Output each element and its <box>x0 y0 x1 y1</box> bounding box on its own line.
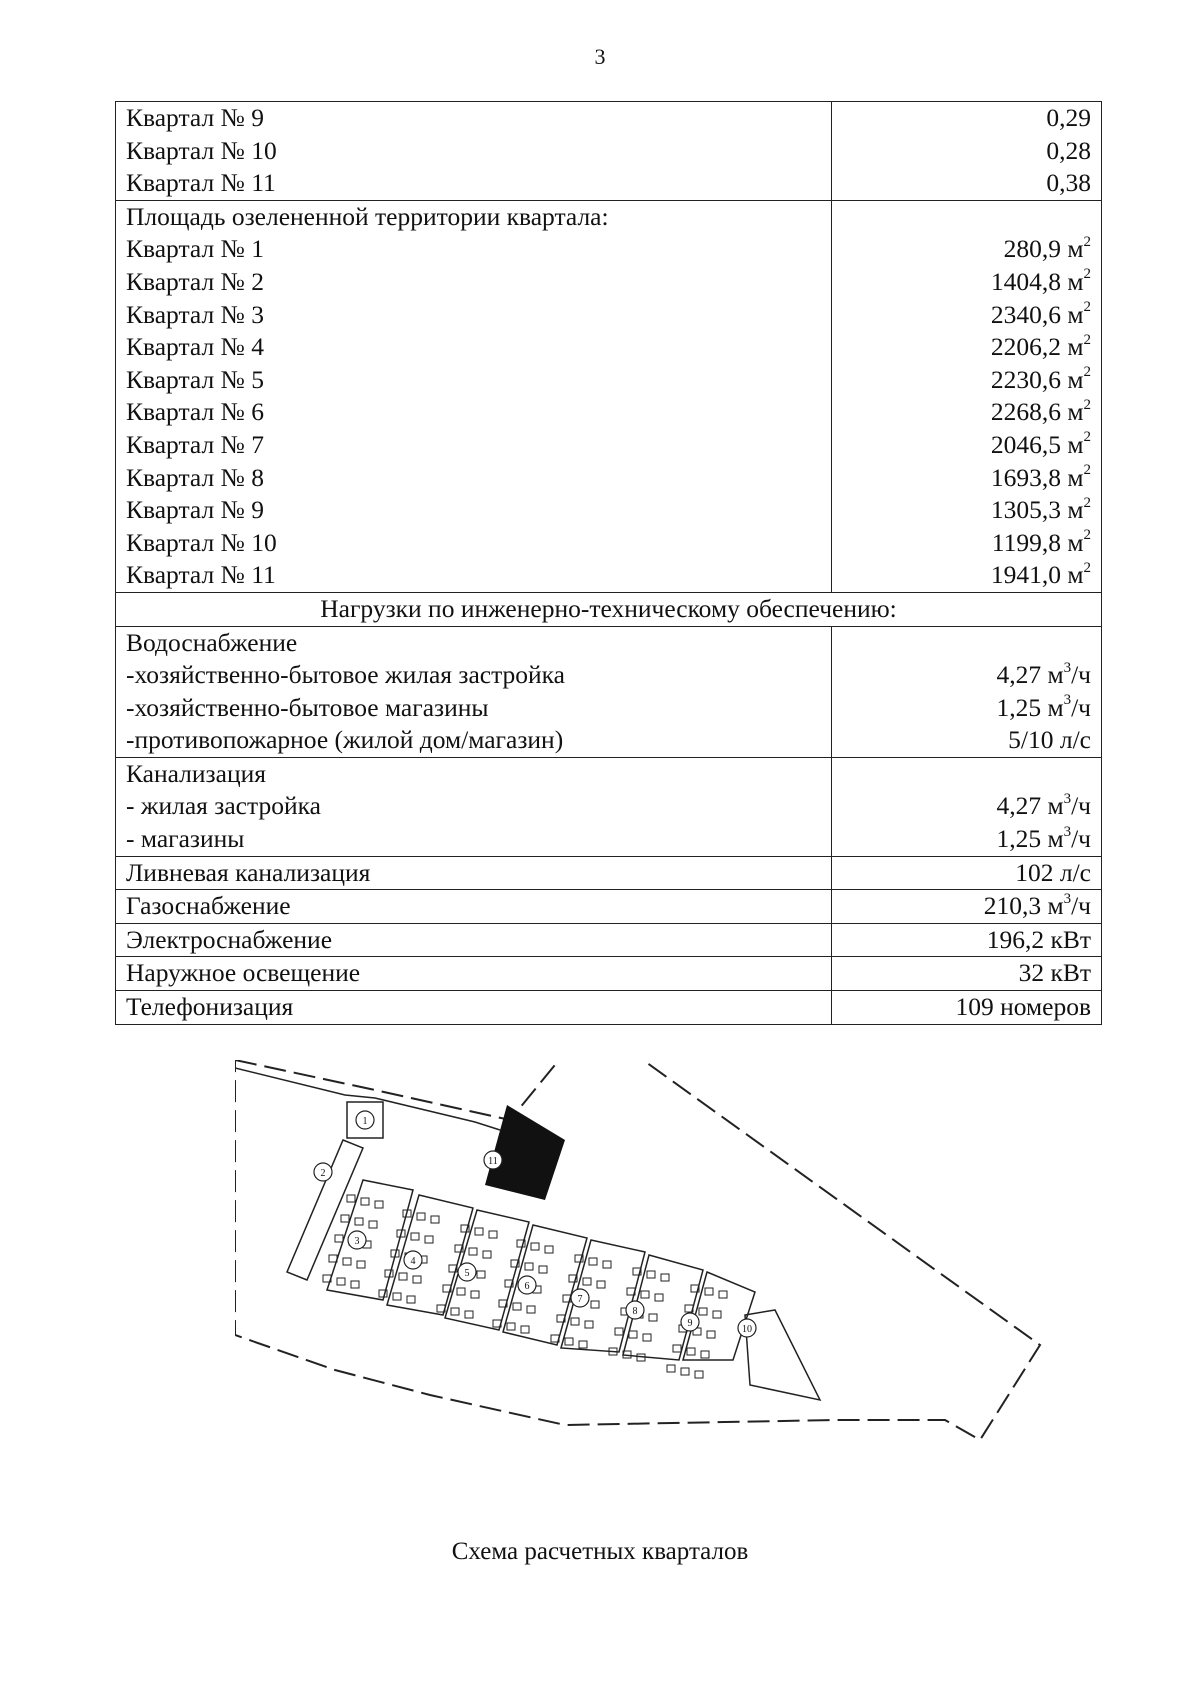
house-marker <box>375 1201 383 1208</box>
table-row-density <box>116 102 1102 201</box>
house-marker <box>641 1291 649 1298</box>
house-marker <box>431 1216 439 1223</box>
house-marker <box>647 1271 655 1278</box>
unit-sup: 2 <box>1083 429 1091 446</box>
house-marker <box>649 1314 657 1321</box>
sewer-values-cell <box>832 757 1102 856</box>
value-text: 1305,3 <box>990 495 1061 525</box>
house-marker <box>713 1311 721 1318</box>
water-values-cell <box>832 626 1102 757</box>
value-text: 196,2 кВт <box>986 924 1091 954</box>
value-sup: 3 <box>1063 692 1072 709</box>
block-6-outline <box>503 1225 587 1345</box>
block-label-text: 2 <box>320 1168 326 1179</box>
green-area-value <box>842 527 1091 560</box>
row-label: Электроснабжение <box>116 923 832 957</box>
house-marker <box>673 1345 681 1352</box>
house-marker <box>583 1278 591 1285</box>
unit: м <box>1067 429 1084 459</box>
unit: м <box>1067 560 1084 590</box>
table-row <box>116 923 1102 957</box>
house-marker <box>589 1258 597 1265</box>
unit: м <box>1067 299 1084 329</box>
value-text: 2230,6 <box>990 364 1061 394</box>
house-marker <box>425 1236 433 1243</box>
block-label-text: 8 <box>632 1306 638 1317</box>
green-area-value <box>842 462 1091 495</box>
value-sup: 3 <box>1063 890 1072 907</box>
house-marker <box>643 1334 651 1341</box>
value-text: 32 кВт <box>1018 958 1091 988</box>
house-marker <box>335 1235 343 1242</box>
row-value <box>832 991 1102 1025</box>
house-marker <box>337 1278 345 1285</box>
value <box>842 692 1091 725</box>
green-area-value <box>842 494 1091 527</box>
house-marker <box>457 1288 465 1295</box>
value-text: 210,3 м <box>983 891 1064 921</box>
block-label-text: 4 <box>410 1256 416 1267</box>
block-label: Квартал № 8 <box>126 462 264 492</box>
house-marker <box>695 1371 703 1378</box>
block-label: Квартал № 11 <box>126 168 276 198</box>
house-marker <box>585 1321 593 1328</box>
unit: м <box>1067 462 1084 492</box>
green-area-value <box>842 364 1091 397</box>
sewer-heading: Канализация <box>126 758 266 788</box>
table-row <box>116 890 1102 924</box>
value-text: 109 номеров <box>955 992 1091 1022</box>
value-text: 2340,6 <box>990 299 1061 329</box>
density-labels-cell <box>116 102 832 201</box>
house-marker <box>667 1365 675 1372</box>
unit: м <box>1067 234 1084 264</box>
value-text: 1693,8 <box>990 462 1061 492</box>
row-value <box>832 923 1102 957</box>
value-suffix: /ч <box>1071 824 1091 854</box>
scheme-caption: Схема расчетных кварталов <box>451 1538 749 1565</box>
table-row-green-area <box>116 200 1102 592</box>
unit: м <box>1067 364 1084 394</box>
value-suffix: /ч <box>1071 791 1091 821</box>
block-10-outline <box>745 1310 820 1400</box>
density-values-cell <box>832 102 1102 201</box>
table-row-water <box>116 626 1102 757</box>
value-text: 1,25 м <box>996 824 1064 854</box>
block-label: Квартал № 5 <box>126 364 264 394</box>
house-marker <box>471 1291 479 1298</box>
table-row <box>116 991 1102 1025</box>
value-text: 1941,0 <box>990 560 1061 590</box>
block-label-text: 7 <box>577 1294 583 1305</box>
value-suffix: /ч <box>1071 891 1091 921</box>
value-text: 1404,8 <box>990 266 1061 296</box>
house-marker <box>507 1323 515 1330</box>
value <box>842 724 1091 757</box>
value-text: 1199,8 <box>991 527 1061 557</box>
sewer-label: - жилая застройка <box>126 791 321 821</box>
table-row-loads-heading <box>116 592 1102 626</box>
unit: м <box>1067 527 1084 557</box>
value-text: 4,27 м <box>996 660 1064 690</box>
block-label-text: 5 <box>464 1268 470 1279</box>
value-text: 280,9 <box>1003 234 1061 264</box>
house-marker <box>369 1221 377 1228</box>
house-marker <box>489 1231 497 1238</box>
block-label: Квартал № 9 <box>126 103 264 132</box>
house-marker <box>579 1341 587 1348</box>
value-sup: 3 <box>1063 790 1072 807</box>
house-marker <box>393 1293 401 1300</box>
density-value: 0,29 <box>1046 103 1091 132</box>
value-text: 102 л/с <box>1015 857 1091 887</box>
row-label: Наружное освещение <box>116 957 832 991</box>
block-label: Квартал № 3 <box>126 299 264 329</box>
green-area-values-cell <box>832 200 1102 592</box>
unit: м <box>1067 397 1084 427</box>
water-heading: Водоснабжение <box>126 627 298 657</box>
block-4-outline <box>387 1195 473 1315</box>
house-marker <box>655 1294 663 1301</box>
house-marker <box>629 1331 637 1338</box>
density-value: 0,38 <box>1046 168 1091 198</box>
block-label: Квартал № 6 <box>126 397 264 427</box>
loads-heading: Нагрузки по инженерно-техническому обеспечению: <box>116 592 1102 626</box>
house-marker <box>347 1195 355 1202</box>
unit-sup: 2 <box>1083 299 1091 316</box>
value <box>842 823 1091 856</box>
block-label: Квартал № 2 <box>126 266 264 296</box>
house-marker <box>399 1273 407 1280</box>
green-area-value <box>842 429 1091 462</box>
row-value <box>832 957 1102 991</box>
house-marker <box>407 1296 415 1303</box>
table-row <box>116 856 1102 890</box>
house-marker <box>701 1351 709 1358</box>
house-marker <box>545 1246 553 1253</box>
house-marker <box>477 1271 485 1278</box>
row-label: Ливневая канализация <box>116 856 832 890</box>
house-marker <box>351 1281 359 1288</box>
page-number: 3 <box>594 44 606 69</box>
house-marker <box>603 1261 611 1268</box>
house-marker <box>483 1251 491 1258</box>
value-text: 1,25 м <box>996 692 1064 722</box>
row-label: Газоснабжение <box>116 890 832 924</box>
house-marker <box>597 1281 605 1288</box>
house-marker <box>357 1261 365 1268</box>
green-area-value <box>842 233 1091 266</box>
sewer-label: - магазины <box>126 824 245 854</box>
block-label-text: 10 <box>742 1324 752 1335</box>
value <box>842 790 1091 823</box>
row-label: Телефонизация <box>116 991 832 1025</box>
table-row-sewer <box>116 757 1102 856</box>
green-area-value <box>842 559 1091 592</box>
house-marker <box>341 1215 349 1222</box>
house-marker <box>591 1301 599 1308</box>
green-area-value <box>842 266 1091 299</box>
block-label: Квартал № 1 <box>126 234 264 264</box>
house-marker <box>719 1291 727 1298</box>
house-marker <box>521 1326 529 1333</box>
water-labels-cell <box>116 626 832 757</box>
green-area-value <box>842 396 1091 429</box>
value-text: 5/10 л/с <box>1008 725 1091 755</box>
house-marker <box>699 1308 707 1315</box>
block-label: Квартал № 9 <box>126 495 264 525</box>
value-text: 4,27 м <box>996 791 1064 821</box>
unit: м <box>1067 332 1084 362</box>
house-marker <box>469 1248 477 1255</box>
sewer-labels-cell <box>116 757 832 856</box>
unit-sup: 2 <box>1083 331 1091 348</box>
house-marker <box>571 1318 579 1325</box>
house-marker <box>565 1338 573 1345</box>
house-marker <box>475 1228 483 1235</box>
block-label: Квартал № 7 <box>126 429 264 459</box>
spec-table <box>115 101 1102 1025</box>
unit-sup: 2 <box>1083 527 1091 544</box>
water-label: -хозяйственно-бытовое жилая застройка <box>126 660 566 690</box>
blocks-scheme-diagram <box>235 1060 1050 1520</box>
density-value: 0,28 <box>1046 135 1091 165</box>
value-suffix: /ч <box>1071 692 1091 722</box>
house-marker <box>525 1263 533 1270</box>
block-label-text: 3 <box>354 1236 360 1247</box>
value <box>842 659 1091 692</box>
block-2-outline <box>287 1140 363 1280</box>
house-marker <box>615 1328 623 1335</box>
value-sup: 3 <box>1063 823 1072 840</box>
house-marker <box>417 1213 425 1220</box>
house-marker <box>681 1368 689 1375</box>
house-marker <box>451 1308 459 1315</box>
unit-sup: 2 <box>1083 233 1091 250</box>
house-marker <box>707 1331 715 1338</box>
house-marker <box>705 1288 713 1295</box>
house-marker <box>355 1218 363 1225</box>
unit-sup: 2 <box>1083 396 1091 413</box>
block-label: Квартал № 4 <box>126 332 264 362</box>
house-marker <box>661 1274 669 1281</box>
house-marker <box>465 1311 473 1318</box>
green-area-heading: Площадь озелененной территории квартала: <box>126 201 609 231</box>
house-marker <box>539 1266 547 1273</box>
block-3-outline <box>327 1180 413 1300</box>
unit-sup: 2 <box>1083 494 1091 511</box>
house-marker <box>527 1306 535 1313</box>
unit-sup: 2 <box>1083 266 1091 283</box>
house-marker <box>413 1276 421 1283</box>
green-area-value <box>842 299 1091 332</box>
unit-sup: 2 <box>1083 462 1091 479</box>
block-5-outline <box>445 1210 529 1330</box>
table-row <box>116 957 1102 991</box>
house-marker <box>513 1303 521 1310</box>
block-label: Квартал № 10 <box>126 135 277 165</box>
block-label-text: 6 <box>524 1281 530 1292</box>
value-suffix: /ч <box>1071 660 1091 690</box>
block-label: Квартал № 11 <box>126 560 276 590</box>
value-text: 2268,6 <box>990 397 1061 427</box>
row-value <box>832 890 1102 924</box>
row-value <box>832 856 1102 890</box>
unit: м <box>1067 266 1084 296</box>
block-label-text: 11 <box>488 1156 498 1167</box>
water-label: -хозяйственно-бытовое магазины <box>126 692 489 722</box>
house-marker <box>411 1233 419 1240</box>
block-label: Квартал № 10 <box>126 527 277 557</box>
unit: м <box>1067 495 1084 525</box>
green-area-labels-cell <box>116 200 832 592</box>
value-text: 2206,2 <box>990 332 1061 362</box>
house-marker <box>531 1243 539 1250</box>
green-area-value <box>842 331 1091 364</box>
unit-sup: 2 <box>1083 364 1091 381</box>
block-label-text: 1 <box>362 1116 368 1127</box>
water-label: -противопожарное (жилой дом/магазин) <box>126 725 564 755</box>
house-marker <box>343 1258 351 1265</box>
block-label-text: 9 <box>687 1318 693 1329</box>
unit-sup: 2 <box>1083 559 1091 576</box>
house-marker <box>361 1198 369 1205</box>
house-marker <box>687 1348 695 1355</box>
value-sup: 3 <box>1063 659 1072 676</box>
value-text: 2046,5 <box>990 429 1061 459</box>
